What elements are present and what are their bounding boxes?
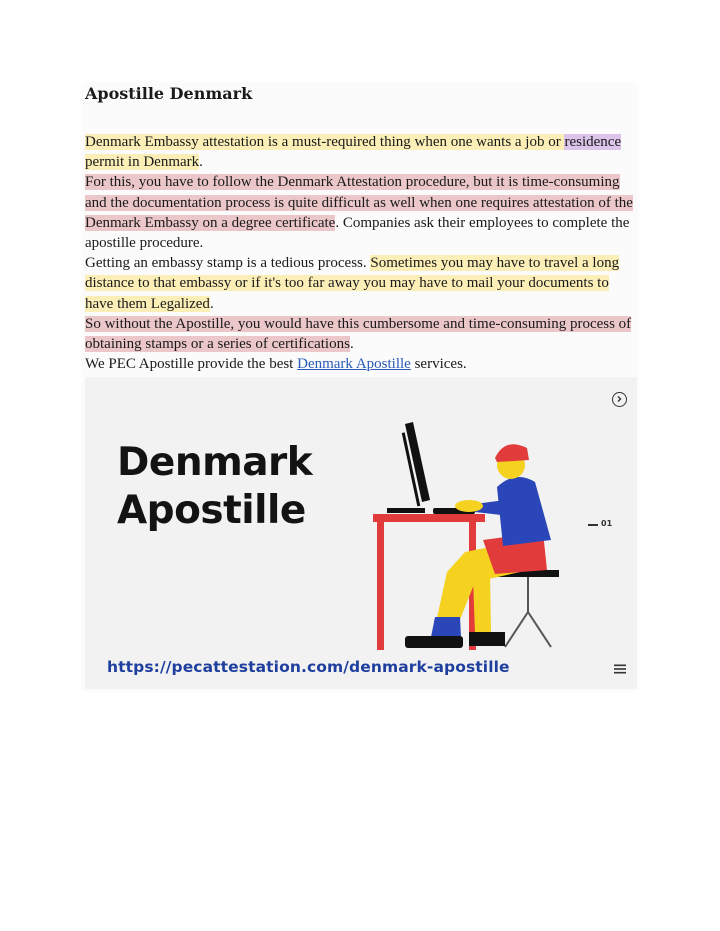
highlight-red: So without the Apostille, you would have this cumbersome and time-consuming process of obtaining stamps or a series of certifications bbox=[85, 315, 632, 353]
banner-url: https://pecattestation.com/denmark-apostille bbox=[107, 658, 510, 676]
chevron-right-circle-icon[interactable] bbox=[612, 392, 627, 407]
text: . bbox=[209, 295, 214, 312]
banner-heading-line2: Apostille bbox=[117, 488, 306, 533]
text: . Companies ask their employees to complete the apostille procedure. bbox=[85, 214, 630, 252]
page-indicator-dash bbox=[588, 524, 598, 526]
highlight-yellow: Denmark Embassy attestation is a must-required thing when one wants a job or bbox=[85, 134, 565, 150]
highlight-red: For this, you have to follow the Denmark Attestation procedure, but it is time-consuming and the documentation process is quite difficult as well when one requires attestation of the Denmark Embassy on a degree certificate bbox=[85, 174, 633, 231]
person-at-computer-illustration bbox=[365, 412, 565, 652]
page-indicator-number: 01 bbox=[601, 519, 613, 528]
paragraph-1 bbox=[85, 132, 637, 172]
text: . bbox=[199, 154, 203, 171]
denmark-apostille-link[interactable]: Denmark Apostille bbox=[297, 356, 411, 373]
promo-banner-image bbox=[85, 377, 637, 689]
text: We PEC Apostille provide the best bbox=[85, 356, 298, 373]
highlight-yellow: Sometimes you may have to travel a long distance to that embassy or if it's too far away you may have to mail your documents to have them Legalized bbox=[85, 255, 620, 312]
document-body bbox=[85, 132, 637, 374]
paragraph-2 bbox=[85, 172, 637, 253]
text: services. bbox=[410, 356, 467, 373]
paragraph-3 bbox=[85, 253, 637, 314]
paragraph-4 bbox=[85, 314, 637, 354]
document-title: Apostille Denmark bbox=[85, 84, 253, 103]
text: Getting an embassy stamp is a tedious process. bbox=[85, 255, 371, 272]
banner-heading bbox=[117, 439, 312, 535]
highlight-yellow: permit in Denmark bbox=[85, 154, 200, 171]
highlight-purple: residence bbox=[564, 134, 622, 150]
paragraph-5 bbox=[85, 354, 637, 374]
text: . bbox=[349, 336, 354, 353]
banner-heading-line1: Denmark bbox=[117, 440, 313, 485]
hamburger-menu-icon[interactable] bbox=[613, 662, 627, 674]
